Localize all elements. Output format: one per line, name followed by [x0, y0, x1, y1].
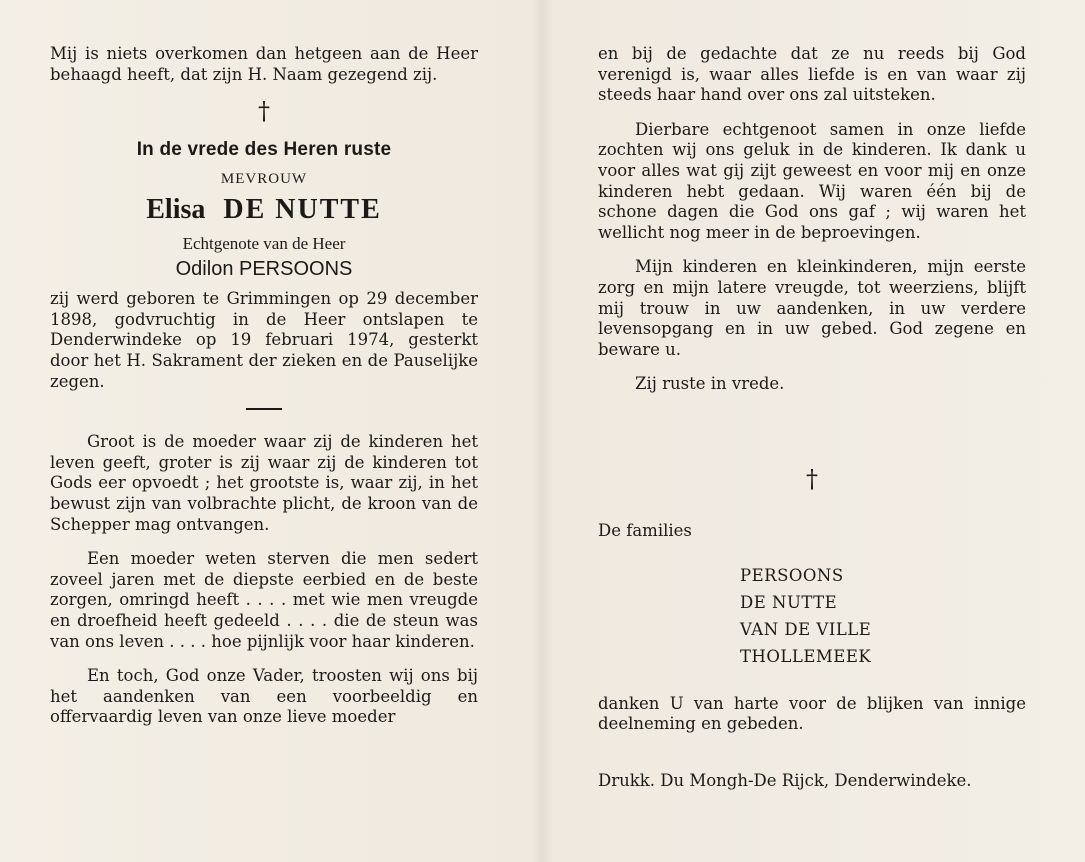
family-name: VAN DE VILLE	[740, 619, 872, 639]
paragraph-1: Groot is de moeder waar zij de kinderen het leven geeft, groter is zij waar zij de kinderen tot Gods eer opvoedt ; het grootste is, waar zij, in het bewust zijn van volbrachte plicht, de kroon van de Schepper mag ontvangen.	[50, 432, 478, 534]
paragraph-2: Een moeder weten sterven die men sedert zoveel jaren met de diepste eerbied en de beste zorgen, omringd heeft . . . . met wie men vreugde en droefheid heeft gedeeld . . . . die de steun was van ons leven . . . . hoe pijnlijk voor haar kinderen.	[50, 549, 478, 651]
cross-icon: †	[806, 464, 818, 493]
spouse-name: Odilon PERSOONS	[175, 258, 353, 281]
heading: In de vrede des Heren ruste	[136, 139, 392, 161]
rest-in-peace: Zij ruste in vrede.	[635, 374, 785, 394]
family-name: PERSOONS	[740, 565, 844, 585]
printer-credit: Drukk. Du Mongh-De Rijck, Denderwindeke.	[598, 770, 972, 790]
spouse-line: Echtgenote van de Heer	[182, 234, 346, 254]
paragraph-3: En toch, God onze Vader, troosten wij ons bij het aandenken van een voorbeeldig en offervaardig leven van onze lieve moeder	[50, 666, 478, 727]
family-name: THOLLEMEEK	[740, 646, 872, 666]
right-panel	[598, 0, 1026, 806]
paragraph-6: Mijn kinderen en kleinkinderen, mijn eerste zorg en mijn latere vreugde, tot weerziens, blijft mij trouw in uw aandenken, in uw verdere levensopgang en in uw gebed. God zegene en beware u.	[598, 257, 1026, 359]
title-mevrouw: MEVROUW	[220, 171, 308, 188]
surname: DE NUTTE	[223, 194, 382, 226]
cross-icon: †	[258, 97, 270, 126]
thanks-text: danken U van harte voor de blijken van innige deelneming en gebeden.	[598, 693, 1026, 734]
families-list	[740, 562, 1026, 670]
families-label: De families	[598, 520, 692, 540]
divider	[246, 408, 282, 410]
first-name: Elisa	[146, 194, 206, 226]
family-name: DE NUTTE	[740, 592, 838, 612]
deceased-name	[50, 194, 478, 226]
paragraph-4: en bij de gedachte dat ze nu reeds bij God verenigd is, waar alles liefde is en van waar zij steeds haar hand over ons zal uitsteken.	[598, 44, 1026, 105]
left-panel	[50, 0, 478, 728]
biography: zij werd geboren te Grimmingen op 29 december 1898, godvruchtig in de Heer ontslapen te Denderwindeke op 19 februari 1974, gesterkt door het H. Sakrament der zieken en de Pauselijke zegen.	[50, 289, 478, 391]
paragraph-5: Dierbare echtgenoot samen in onze liefde zochten wij ons geluk in de kinderen. Ik dank u voor alles wat gij zijt geweest en voor mij en onze kinderen hebt gedaan. Wij waren één bij de schone dagen die God ons gaf ; wij waren het wellicht nog meer in de beproevingen.	[598, 119, 1026, 242]
opening-verse: Mij is niets overkomen dan hetgeen aan de Heer behaagd heeft, dat zijn H. Naam gezegend zij.	[50, 44, 478, 84]
